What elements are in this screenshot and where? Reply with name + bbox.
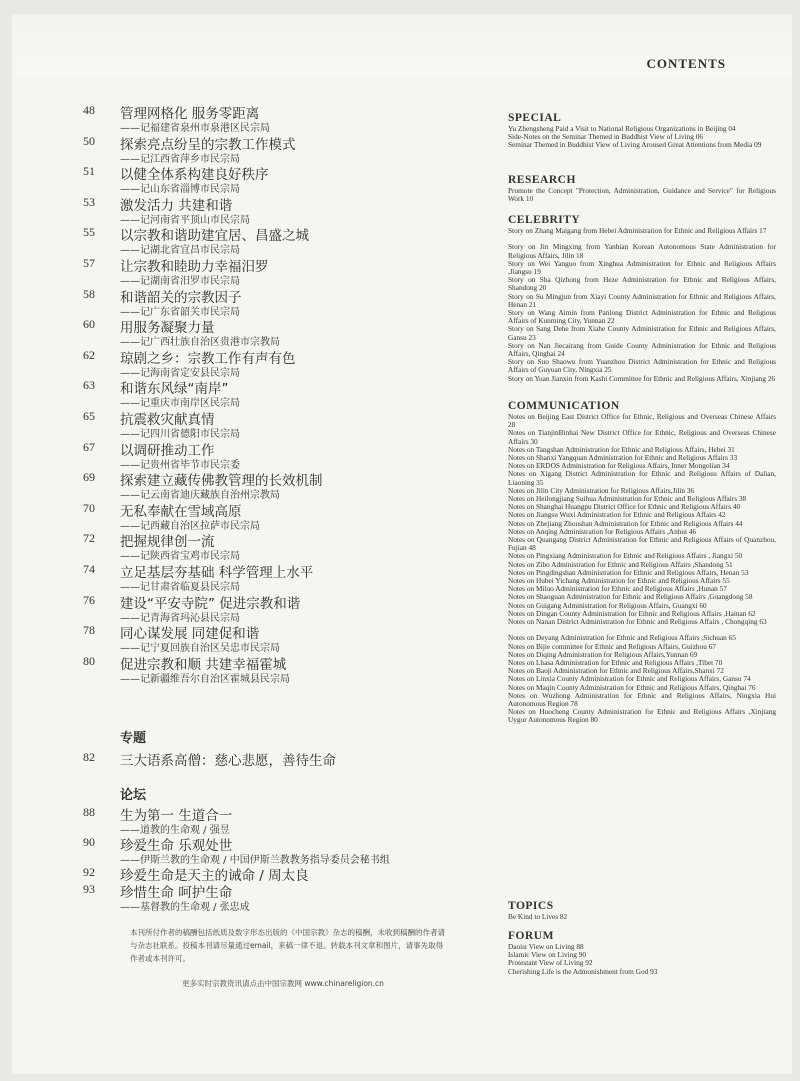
- toc-entry-subtitle: ——基督教的生命观 / 张忠成: [120, 902, 250, 913]
- toc-entry-title: 珍爱生命 乐观处世: [120, 838, 233, 854]
- toc-entry-subtitle: ——记湖南省汨罗市民宗局: [120, 276, 240, 287]
- toc-page-number: 55: [83, 225, 95, 240]
- toc-page-number: 62: [83, 347, 95, 362]
- toc-entry-title: 琼剧之乡：宗教工作有声有色: [120, 350, 296, 367]
- toc-entry-subtitle: ——记海南省定安县民宗局: [120, 367, 240, 379]
- toc-entry-title: 激发活力 共建和谐: [120, 197, 233, 214]
- toc-entry-en[interactable]: Promote the Concept "Protection, Administration, Guidance and Service" for Religious Work 10: [508, 186, 776, 204]
- toc-entry-subtitle: ——记湖北省宜昌市民宗局: [120, 245, 240, 257]
- toc-page-number: 50: [83, 133, 95, 148]
- website-link[interactable]: 更多实时宗教资讯请点击中国宗教网 www.chinareligion.cn: [182, 979, 384, 988]
- contents-heading: CONTENTS: [646, 56, 726, 71]
- section-heading-celebrity: CELEBRITY: [508, 214, 581, 226]
- toc-entry-title: 和谐韶关的宗教因子: [120, 289, 242, 306]
- toc-entry-en[interactable]: Notes on Nanan District Administration for Ethnic and Religious Affairs , Chongqing 63: [508, 617, 767, 626]
- toc-entry-en[interactable]: Notes on ERDOS Administration for Religious Affairs, Inner Mongolian 34: [508, 461, 730, 471]
- toc-entry-en[interactable]: Story on Sang Dehe from Xiahe County Administration for Ethnic and Religious Affairs, Gansu 23: [508, 324, 776, 342]
- toc-entry-en[interactable]: Story on Jin Mingxing from Yanbian Korean Autonomous State Administration for Religious Affairs, Jilin 18: [508, 242, 776, 260]
- toc-entry-en[interactable]: Notes on Pingdingshan Administration for Ethnic and Religious Affairs, Henan 53: [508, 567, 749, 577]
- toc-entry-en[interactable]: Story on Wang Aimin from Panlong District Administration for Ethnic and Religious Affairs of Kunming City, Yunnan 22: [508, 308, 776, 326]
- toc-entry-title: 立足基层夯基础 科学管理上水平: [120, 565, 314, 581]
- toc-entry-en[interactable]: Islamic View on Living 90: [508, 950, 587, 960]
- toc-entry-en[interactable]: Notes on TianjinBinhai New District Office for Ethnic, Religious and Overseas Chinese Affairs 30: [508, 428, 776, 446]
- toc-page-number: 72: [83, 531, 95, 546]
- toc-entry-title: 把握规律创一流: [120, 534, 215, 551]
- toc-page-number: 92: [83, 865, 95, 879]
- section-heading-research: RESEARCH: [508, 174, 576, 186]
- toc-page-number: 57: [83, 256, 95, 270]
- toc-entry-en[interactable]: Notes on Huocheng County Administration for Ethnic and Religious Affairs ,Xinjiang Uygur Autonomous Region 80: [508, 707, 776, 725]
- toc-entry-en[interactable]: Notes on Linxia County Administration for Ethnic and Religious Affairs, Gansu 74: [508, 674, 751, 684]
- toc-page-number: 67: [83, 439, 95, 454]
- toc-page-number: 51: [83, 164, 95, 179]
- toc-entry-en[interactable]: Notes on Quangang District Administration for Ethnic and Religious Affairs of Quanzhou, Fujian 48: [508, 535, 776, 553]
- toc-page-number: 74: [83, 562, 95, 576]
- section-heading-communication: COMMUNICATION: [508, 400, 620, 412]
- toc-page-number: 78: [83, 623, 95, 638]
- toc-entry-subtitle: ——记山东省淄博市民宗局: [120, 184, 240, 196]
- toc-entry-en[interactable]: Story on Yuan Jianxin from Kashi Committee for Ethnic and Religious Affairs, Xinjiang 26: [508, 373, 776, 383]
- toc-entry-en[interactable]: Notes on Jiangsu Wuxi Administration for Ethnic and Religious Affairs 42: [508, 510, 726, 520]
- toc-entry-title: 探索建立藏传佛教管理的长效机制: [120, 473, 323, 490]
- toc-entry-en[interactable]: Notes on Shaoguan Administration for Ethnic and Religious Affairs ,Guangdong 58: [508, 592, 753, 602]
- toc-entry-en[interactable]: Story on Su Mingjun from Xiayi County Administration for Ethnic and Religious Affairs, Henan 21: [508, 291, 776, 309]
- toc-entry-en[interactable]: Notes on Bijie committee for Ethnic and Religious Affairs, Guizhou 67: [508, 641, 716, 651]
- toc-entry-subtitle: ——记新疆维吾尔自治区霍城县民宗局: [120, 673, 290, 685]
- toc-entry-title: 用服务凝聚力量: [120, 320, 215, 337]
- copyright-note: 本刊所付作者的稿酬包括纸质及数字形态出版的《中国宗教》杂志的稿酬，未收到稿酬的作者请与杂志社联系。投稿本刊请尽量通过email，来稿一律不退。转载本刊文章和图片，请事先取得作者或本刊许可。: [130, 928, 445, 963]
- topics-heading: 专题: [120, 731, 147, 746]
- toc-entry-en[interactable]: Notes on Guigang Administration for Religious Affairs, Guangxi 60: [508, 600, 707, 610]
- toc-entry-title: 抗震救灾献真情: [120, 412, 215, 428]
- toc-entry-en[interactable]: Story on Wei Yanguo from Xinghua Administration for Ethnic and Religious Affairs ,Jiangsu 19: [508, 258, 776, 276]
- toc-page-number: 58: [83, 286, 95, 301]
- toc-entry-subtitle: ——记重庆市南岸区民宗局: [120, 398, 240, 410]
- toc-entry-en[interactable]: Notes on Hubei Yichang Administration for Ethnic and Religious Affairs 55: [508, 576, 730, 585]
- toc-page-number: 60: [83, 317, 95, 332]
- toc-entry-en[interactable]: Notes on Anqing Administration for Religious Affairs ,Anhui 46: [508, 526, 697, 536]
- toc-page-number: 82: [83, 750, 95, 764]
- toc-entry-title: 生为第一 生道合一: [120, 808, 233, 824]
- toc-entry-subtitle: ——伊斯兰教的生命观 / 中国伊斯兰教教务指导委员会秘书组: [120, 855, 390, 866]
- toc-entry-en[interactable]: Notes on Beijing East District Office for Ethnic, Religious and Overseas Chinese Affairs 28: [508, 412, 776, 430]
- toc-entry-subtitle: ——记西藏自治区拉萨市民宗局: [120, 520, 260, 532]
- toc-entry-en[interactable]: Seminar Themed in Buddhist View of Living Aroused Great Attentions from Media 09: [508, 140, 762, 150]
- toc-entry-subtitle: ——记广西壮族自治区贵港市宗教局: [120, 337, 280, 349]
- toc-entry-en[interactable]: Notes on Dingan County Administration for Ethnic and Religious Affairs ,Hainan 62: [508, 608, 756, 618]
- toc-entry-subtitle: ——记陕西省宝鸡市民宗局: [120, 551, 240, 563]
- toc-page-number: 93: [83, 882, 95, 896]
- toc-entry-title: 管理网格化 服务零距离: [120, 106, 260, 122]
- toc-entry-title: 以宗教和谐助建宜居、昌盛之城: [120, 228, 309, 245]
- toc-entry-title: 三大语系高僧：慈心悲愿，善待生命: [120, 753, 336, 769]
- toc-entry-en[interactable]: Story on Suo Shaowu from Yuanzhou District Administration for Ethnic and Religious Affairs of Guyuan City, Ningxia 25: [508, 357, 776, 375]
- toc-entry-en[interactable]: Cherishing Life is the Admonishment from God 93: [508, 966, 658, 976]
- toc-entry-title: 和谐东风绿“南岸”: [120, 381, 229, 398]
- toc-entry-subtitle: ——记青海省玛沁县民宗局: [120, 612, 240, 624]
- toc-entry-subtitle: ——记四川省德阳市民宗局: [120, 429, 240, 440]
- toc-entry-en[interactable]: Notes on Baoji Administration for Ethnic and Religious Affairs,Shanxi 72: [508, 666, 724, 676]
- toc-entry-en[interactable]: Protestant View of Living 92: [508, 958, 593, 968]
- toc-page-number: 90: [83, 835, 95, 849]
- toc-page-number: 88: [83, 805, 95, 819]
- toc-entry-title: 珍惜生命 呵护生命: [120, 885, 233, 901]
- toc-entry-subtitle: ——记贵州省毕节市民宗委: [120, 459, 240, 471]
- toc-entry-en[interactable]: Notes on Shanxi Yangquan Administration for Ethnic and Religious Affairs 33: [508, 453, 738, 462]
- forum-heading: 论坛: [120, 788, 147, 803]
- toc-entry-subtitle: ——道教的生命观 / 强昱: [120, 825, 230, 836]
- toc-entry-en[interactable]: Story on Zhang Maigang from Hebei Administration for Ethnic and Religious Affairs 17: [508, 226, 767, 235]
- toc-page-number: 80: [83, 653, 95, 668]
- toc-entry-title: 探索亮点纷呈的宗教工作模式: [120, 136, 296, 153]
- toc-entry-en[interactable]: Notes on Tangshan Administration for Ethnic and Religious Affairs, Hebei 31: [508, 444, 735, 454]
- toc-entry-en[interactable]: Notes on Deyang Administration for Ethnic and Religious Affairs ,Sichuan 65: [508, 633, 736, 643]
- toc-entry-en[interactable]: Notes on Maqin County Administration for Ethnic and Religious Affairs, Qinghai 76: [508, 682, 756, 692]
- section-heading-topics: TOPICS: [508, 900, 554, 912]
- toc-page-number: 70: [83, 500, 95, 515]
- toc-entry-en[interactable]: Daoist View on Living 88: [508, 942, 584, 951]
- toc-entry-subtitle: ——记宁夏回族自治区吴忠市民宗局: [120, 643, 280, 655]
- toc-entry-subtitle: ——记江西省萍乡市民宗局: [120, 153, 240, 165]
- toc-entry-en[interactable]: Story on Nan Jiecairang from Guide County Administration for Ethnic and Religious Affairs, Qinghai 24: [508, 340, 776, 358]
- toc-entry-title: 建设“平安寺院” 促进宗教和谐: [120, 595, 301, 612]
- toc-entry-title: 促进宗教和顺 共建幸福霍城: [120, 656, 287, 673]
- magazine-page: [12, 14, 792, 1074]
- toc-page-number: 48: [83, 103, 95, 117]
- toc-entry-subtitle: ——记云南省迪庆藏族自治州宗教局: [120, 490, 280, 502]
- toc-entry-en[interactable]: Notes on Xigang District Administration for Ethnic and Religious Affairs of Dalian, Liaoning 35: [508, 469, 776, 487]
- toc-entry-en[interactable]: Story on Sha Qizhong from Heze Administration for Ethnic and Religious Affairs, Shandong 20: [508, 275, 776, 293]
- toc-entry-en[interactable]: Side-Notes on the Seminar Themed in Buddhist View of Living 06: [508, 132, 704, 142]
- section-heading-special: SPECIAL: [508, 112, 562, 124]
- toc-entry-subtitle: ——记河南省平顶山市民宗局: [120, 214, 250, 226]
- toc-entry-en[interactable]: Notes on Lhasa Administration for Ethnic and Religious Affairs ,Tibet 70: [508, 658, 723, 667]
- toc-entry-en[interactable]: Notes on Jilin City Administration for Religious Affairs,Jilin 36: [508, 485, 695, 495]
- toc-page-number: 53: [83, 194, 95, 209]
- toc-entry-en[interactable]: Notes on Diqing Administration for Religious Affairs,Yunnan 69: [508, 649, 698, 659]
- toc-entry-en[interactable]: Notes on Shanghai Huangpu District Office for Ethnic and Religious Affairs 40: [508, 502, 741, 512]
- toc-entry-title: 以健全体系构建良好秩序: [120, 167, 269, 184]
- toc-entry-en[interactable]: Notes on Zibo Administration for Ethnic and Religious Affairs ,Shandong 51: [508, 559, 733, 569]
- toc-entry-title: 同心谋发展 同建促和谐: [120, 626, 260, 643]
- toc-entry-en[interactable]: Notes on Pingxiang Administration for Ethnic and Religious Affairs , Jiangxi 50: [508, 551, 743, 561]
- toc-entry-en[interactable]: Be Kind to Lives 82: [508, 912, 568, 921]
- toc-entry-title: 让宗教和睦助力幸福汨罗: [120, 259, 269, 275]
- toc-entry-title: 珍爱生命是天主的诫命 / 周太良: [120, 868, 309, 884]
- toc-entry-subtitle: ——记福建省泉州市泉港区民宗局: [120, 123, 270, 134]
- toc-entry-title: 无私奉献在雪域高原: [120, 503, 242, 520]
- toc-entry-en[interactable]: Notes on Miluo Administration for Ethnic and Religious Affairs ,Hunan 57: [508, 584, 727, 594]
- toc-entry-subtitle: ——记甘肃省临夏县民宗局: [120, 582, 240, 593]
- toc-entry-en[interactable]: Yu Zhengsheng Paid a Visit to National Religious Organizations in Beijing 04: [508, 124, 736, 133]
- toc-entry-en[interactable]: Notes on Heilongjiang Suihua Administration for Ethnic and Religious Affairs 38: [508, 494, 747, 503]
- toc-entry-en[interactable]: Notes on Zhejiang Zhoushan Administration for Ethnic and Religious Affairs 44: [508, 518, 743, 528]
- toc-entry-subtitle: ——记广东省韶关市民宗局: [120, 306, 240, 318]
- toc-page-number: 65: [83, 409, 95, 423]
- toc-entry-title: 以调研推动工作: [120, 442, 215, 459]
- section-heading-forum: FORUM: [508, 930, 554, 942]
- toc-entry-en[interactable]: Notes on Wuzhong Administration for Ethnic and Religious Affairs, Ningxia Hui Autonomous Region 78: [508, 690, 776, 708]
- toc-page-number: 76: [83, 592, 95, 607]
- toc-page-number: 69: [83, 470, 95, 485]
- toc-page-number: 63: [83, 378, 95, 393]
